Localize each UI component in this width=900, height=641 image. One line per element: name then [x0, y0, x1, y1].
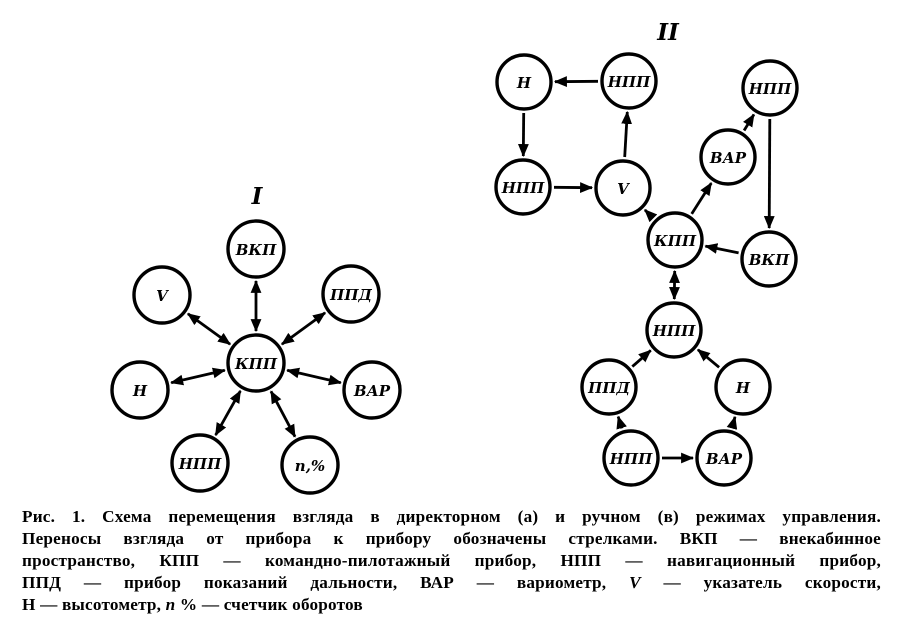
- caption-text: % — счетчик оборотов: [175, 595, 363, 614]
- edge-ppd2-npp_mid: [632, 350, 650, 366]
- node-label-var_up: ВАР: [709, 149, 747, 167]
- caption-line-1: [22, 506, 881, 528]
- edge-npp_bl-ppd2: [618, 417, 622, 429]
- node-label-vkp2: ВКП: [748, 251, 790, 269]
- node-label-npp_mid: НПП: [652, 322, 696, 340]
- edge-kpp-npp: [216, 391, 241, 435]
- caption-line-4: [22, 572, 881, 594]
- node-label-h_sq: Н: [516, 74, 532, 92]
- edge-kpp2-v2: [645, 210, 653, 218]
- node-label-npp_bl: НПП: [609, 450, 653, 468]
- edge-v2-npp_sq_top: [625, 112, 628, 157]
- caption-text: — указатель скорости,: [640, 573, 881, 592]
- caption-line-2: [22, 528, 881, 550]
- edge-kpp-v: [188, 314, 230, 344]
- node-label-v: V: [156, 287, 168, 305]
- diagram-label-II: II: [657, 19, 679, 46]
- edge-kpp2-var_up: [692, 183, 712, 214]
- node-label-h: Н: [132, 382, 148, 400]
- edge-kpp-n_pct: [271, 391, 295, 436]
- node-label-npp: НПП: [178, 455, 222, 473]
- caption-line-3: [22, 550, 881, 572]
- node-label-var: ВАР: [353, 382, 391, 400]
- node-label-h_bot: Н: [735, 379, 751, 397]
- edge-kpp-ppd: [282, 313, 325, 344]
- diagram-II: [496, 19, 797, 485]
- node-label-ppd2: ППД: [588, 379, 630, 397]
- node-label-v2: V: [617, 180, 629, 198]
- node-label-n_pct: n,%: [294, 457, 326, 475]
- node-label-vkp: ВКП: [235, 241, 277, 259]
- figure-caption: [22, 506, 881, 616]
- node-label-kpp: КПП: [235, 355, 277, 373]
- caption-italic-symbol: V: [629, 573, 641, 592]
- caption-text: Рис. 1. Схема перемещения взгляда в директорном (а) и ручном (в) режимах управления.: [22, 507, 881, 526]
- node-label-ppd: ППД: [330, 286, 372, 304]
- edge-vkp2-kpp2: [705, 246, 738, 253]
- node-label-npp_far: НПП: [748, 80, 792, 98]
- node-label-kpp2: КПП: [654, 232, 696, 250]
- caption-text: Переносы взгляда от прибора к прибору обозначены стрелками. ВКП — внекабинное: [22, 529, 881, 548]
- edge-var_up-npp_far: [744, 115, 754, 131]
- caption-line-5: [22, 594, 881, 616]
- diagram-I: [112, 183, 400, 493]
- node-label-npp_sq_top: НПП: [607, 73, 651, 91]
- node-label-var_br: ВАР: [705, 450, 743, 468]
- edge-var_br-h_bot: [732, 417, 735, 428]
- caption-text: ППД — прибор показаний дальности, ВАР — вариометр,: [22, 573, 630, 592]
- edge-kpp-var: [287, 370, 341, 382]
- node-label-npp_sq_left: НПП: [501, 179, 545, 197]
- edge-kpp-h: [171, 370, 225, 382]
- caption-text: пространство, КПП — командно-пилотажный прибор, НПП — навигационный прибор,: [22, 551, 881, 570]
- edge-npp_far-vkp2: [769, 119, 770, 228]
- edge-h_bot-npp_mid: [698, 350, 719, 368]
- caption-italic-symbol: n: [165, 595, 176, 614]
- caption-text: Н — высотометр,: [22, 595, 166, 614]
- diagram-label-I: I: [251, 183, 263, 210]
